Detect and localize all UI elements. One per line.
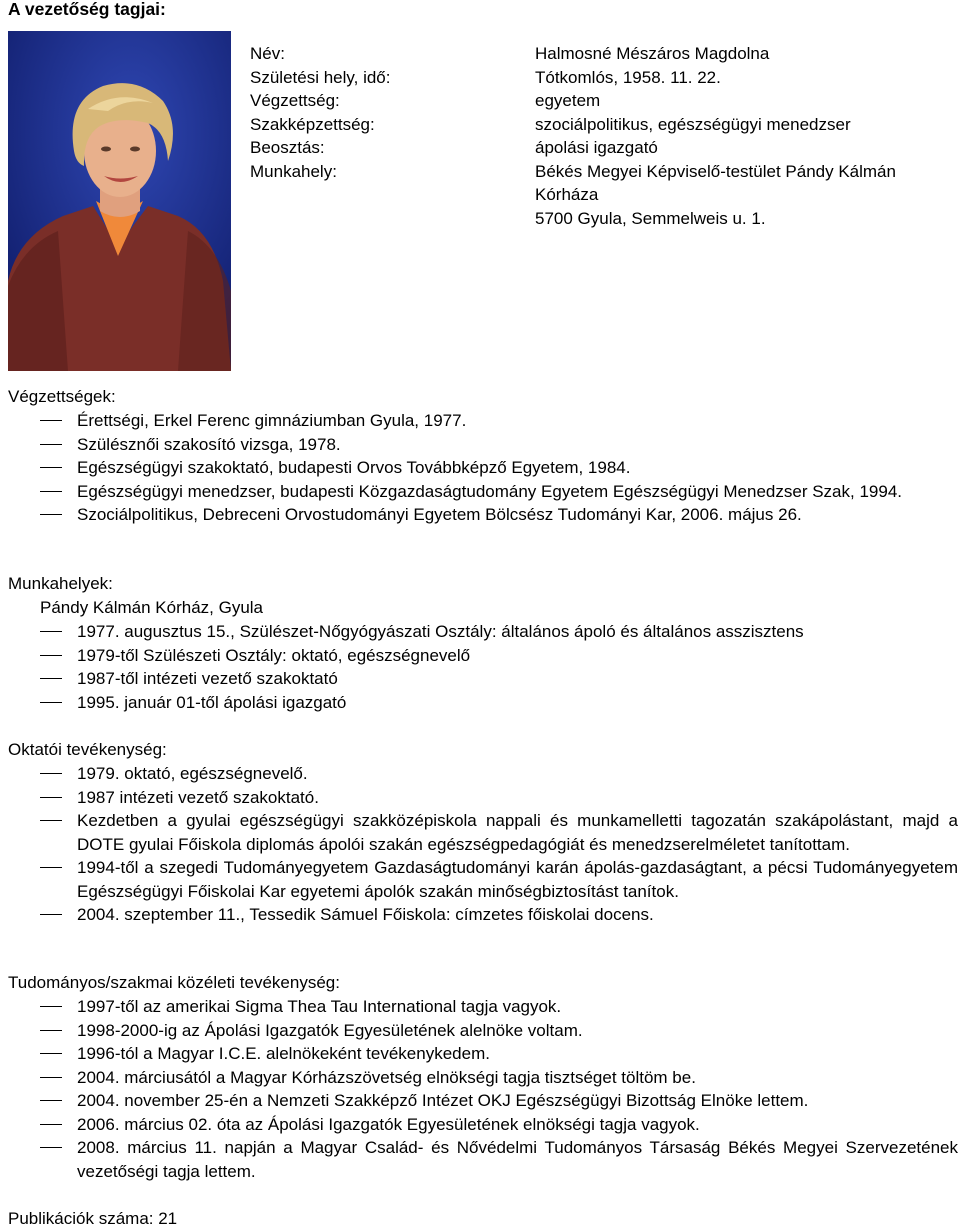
info-label: Születési hely, idő: [250, 67, 391, 87]
info-label: Szakképzettség: [250, 114, 375, 134]
list-item: 1994-től a szegedi Tudományegyetem Gazdaságtudományi karán ápolás-gazdaságtant, a pécsi Tudományegyetem Egészségügyi Főiskolai Kar egyetemi ápolók szakán minőségbiztosítást tanítok. [40, 856, 958, 903]
list-item: 2006. március 02. óta az Ápolási Igazgatók Egyesületének elnökségi tagja vagyok. [40, 1113, 958, 1137]
list-item: 1996-tól a Magyar I.C.E. alelnökeként tevékenykedem. [40, 1042, 958, 1066]
list-item: 1995. január 01-től ápolási igazgató [40, 691, 958, 715]
list-item: 2008. március 11. napján a Magyar Család- és Nővédelmi Tudományos Társaság Békés Megyei Szervezetének vezetőségi tagja lettem. [40, 1136, 958, 1183]
info-label: Munkahely: [250, 161, 337, 181]
info-row-education [250, 89, 950, 113]
list-item: 2004. márciusától a Magyar Kórházszövetség elnökségi tagja tisztséget töltöm be. [40, 1066, 958, 1090]
portrait-photo [8, 31, 231, 371]
list-item: 1977. augusztus 15., Szülészet-Nőgyógyászati Osztály: általános ápoló és általános asszisztens [40, 620, 958, 644]
section-title-education: Végzettségek: [8, 387, 116, 406]
list-item: 1997-től az amerikai Sigma Thea Tau International tagja vagyok. [40, 995, 958, 1019]
list-item: 1998-2000-ig az Ápolási Igazgatók Egyesületének alelnöke voltam. [40, 1019, 958, 1043]
education-list [40, 409, 958, 527]
info-value: Tótkomlós, 1958. 11. 22. [535, 67, 721, 87]
info-label: Név: [250, 44, 285, 63]
list-item: Egészségügyi szakoktató, budapesti Orvos Továbbképző Egyetem, 1984. [40, 456, 958, 480]
list-item: 1987 intézeti vezető szakoktató. [40, 786, 958, 810]
list-item: 1979. oktató, egészségnevelő. [40, 762, 958, 786]
info-value: Halmosné Mészáros Magdolna [535, 44, 770, 63]
list-item: Érettségi, Erkel Ferenc gimnáziumban Gyula, 1977. [40, 409, 958, 433]
info-row-address [250, 207, 950, 231]
scientific-list [40, 995, 958, 1183]
info-row-birth [250, 66, 950, 90]
publication-count: Publikációk száma: 21 [8, 1209, 178, 1228]
info-label: Végzettség: [250, 91, 340, 110]
section-title-workplaces: Munkahelyek: [8, 574, 113, 593]
info-row-workplace [250, 160, 950, 207]
section-title-scientific: Tudományos/szakmai közéleti tevékenység: [8, 973, 340, 992]
workplace-list [40, 620, 958, 714]
section-title-teaching: Oktatói tevékenység: [8, 740, 167, 759]
teaching-list [40, 762, 958, 927]
portrait-illustration [8, 31, 231, 371]
info-value: Békés Megyei Képviselő-testület Pándy Kálmán Kórháza [535, 161, 896, 204]
info-label: Beosztás: [250, 138, 325, 157]
info-value: ápolási igazgató [535, 138, 658, 157]
workplace-subtitle: Pándy Kálmán Kórház, Gyula [40, 598, 264, 617]
info-row-qualification [250, 113, 950, 137]
info-address: 5700 Gyula, Semmelweis u. 1. [535, 208, 766, 228]
info-value: egyetem [535, 91, 601, 110]
page-heading: A vezetőség tagjai: [8, 0, 166, 19]
list-item: 2004. szeptember 11., Tessedik Sámuel Főiskola: címzetes főiskolai docens. [40, 903, 958, 927]
info-row-position [250, 136, 950, 160]
info-value: szociálpolitikus, egészségügyi menedzser [535, 114, 851, 134]
personal-info [250, 42, 950, 230]
list-item: Kezdetben a gyulai egészségügyi szakközépiskola nappali és munkamelletti tagozatán szakápolástant, majd a DOTE gyulai Főiskola diplomás ápolói szakán egészségpedagógiát és menedzserelméletet tanítottam. [40, 809, 958, 856]
list-item: Egészségügyi menedzser, budapesti Közgazdaságtudomány Egyetem Egészségügyi Menedzser Szak, 1994. [40, 480, 958, 504]
list-item: 2004. november 25-én a Nemzeti Szakképző Intézet OKJ Egészségügyi Bizottság Elnöke lettem. [40, 1089, 958, 1113]
info-row-name [250, 42, 950, 66]
list-item: 1987-től intézeti vezető szakoktató [40, 667, 958, 691]
list-item: Szociálpolitikus, Debreceni Orvostudományi Egyetem Bölcsész Tudományi Kar, 2006. május 26. [40, 503, 958, 527]
list-item: Szülésznői szakosító vizsga, 1978. [40, 433, 958, 457]
list-item: 1979-től Szülészeti Osztály: oktató, egészségnevelő [40, 644, 958, 668]
